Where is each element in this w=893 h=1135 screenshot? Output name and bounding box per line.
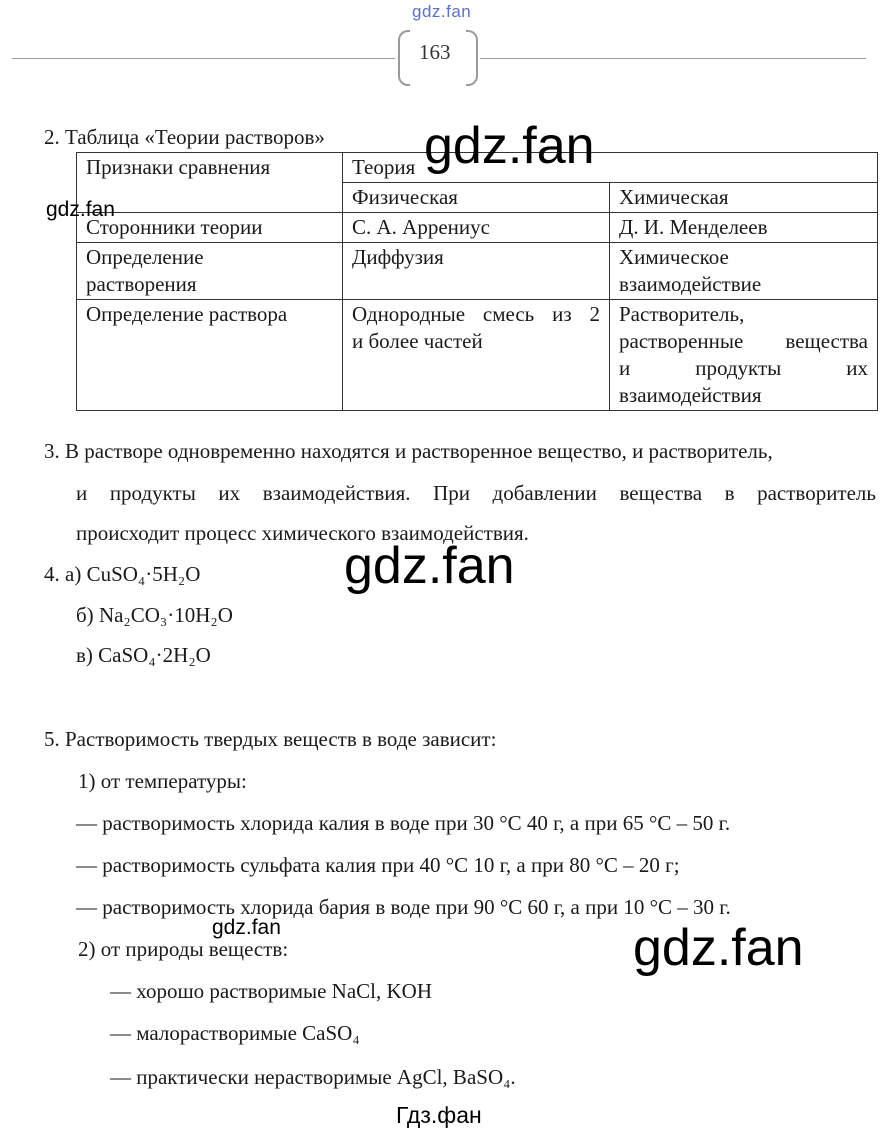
task5-dash-3: — растворимость хлорида бария в воде при 90 °С 60 г, а при 10 °С – 30 г.	[76, 895, 731, 919]
task4-c: в) CaSO₄·2H₂O	[76, 643, 211, 667]
task5-dash-4: — хорошо растворимые NaCl, KOH	[110, 979, 432, 1003]
table-cell: С. А. Аррениус	[343, 213, 610, 243]
table-cell: Сторонники теории	[77, 213, 343, 243]
formula-a: CuSO₄·5H₂O	[86, 562, 201, 586]
watermark-large: gdz.fan	[344, 537, 515, 595]
task3-line-2: и продукты их взаимодействия. При добавлении вещества в растворитель	[76, 481, 876, 505]
table-cell: Химическое взаимодействие	[610, 243, 878, 300]
task3-line-3: происходит процесс химического взаимодействия.	[76, 521, 529, 545]
table-header-chemical: Химическая	[610, 183, 878, 213]
table-row	[77, 243, 878, 300]
table-cell: Диффузия	[343, 243, 610, 300]
table-header-physical: Физическая	[343, 183, 610, 213]
watermark-small: gdz.fan	[46, 198, 115, 221]
watermark-small: gdz.fan	[212, 916, 281, 939]
footer-watermark: Гдз.фан	[396, 1102, 482, 1128]
solutions-theories-table	[76, 152, 878, 411]
table-row	[77, 213, 878, 243]
table-cell: Однородные смесь из 2 и более частей	[343, 300, 610, 411]
task5-item-1: 1) от температуры:	[78, 769, 247, 793]
formula-c: CaSO₄·2H₂O	[98, 643, 211, 667]
page-number: 163	[419, 40, 451, 64]
watermark-large: gdz.fan	[633, 919, 804, 977]
table-header-criteria: Признаки сравнения	[77, 153, 343, 213]
task5-dash-2: — растворимость сульфата калия при 40 °С 10 г, а при 80 °С – 20 г;	[76, 853, 680, 877]
formula-b: Na₂CO₃·10H₂O	[98, 603, 233, 627]
table-row	[77, 300, 878, 411]
table-header-theory: Теория	[343, 153, 878, 183]
task2-title: 2. Таблица «Теории растворов»	[44, 125, 325, 149]
task4-b: б) Na₂CO₃·10H₂O	[76, 603, 233, 627]
header-rule-right	[480, 58, 866, 59]
header-watermark: gdz.fan	[412, 2, 472, 21]
header-rule-left	[12, 58, 395, 59]
table-cell: Определение раствора	[77, 300, 343, 411]
task4-a: 4. а) CuSO₄·5H₂O	[44, 562, 201, 586]
task5-dash-1: — растворимость хлорида калия в воде при 30 °С 40 г, а при 65 °С – 50 г.	[76, 811, 731, 835]
page-number-bracket-right	[466, 30, 478, 86]
table-cell: Д. И. Менделеев	[610, 213, 878, 243]
task5-item-2: 2) от природы веществ:	[78, 937, 289, 961]
table-cell: Растворитель, растворенные вещества и продукты их взаимодействия	[610, 300, 878, 411]
task5-dash-5: — малорастворимые CaSO₄	[110, 1021, 360, 1045]
table-cell: Определение растворения	[77, 243, 343, 300]
page-number-bracket-left	[398, 30, 410, 86]
task3-line-1: 3. В растворе одновременно находятся и растворенное вещество, и растворитель,	[44, 439, 773, 463]
watermark-large: gdz.fan	[424, 117, 595, 175]
task5-title: 5. Растворимость твердых веществ в воде зависит:	[44, 727, 497, 751]
task5-dash-6: — практически нерастворимые AgCl, BaSO₄.	[110, 1065, 516, 1089]
